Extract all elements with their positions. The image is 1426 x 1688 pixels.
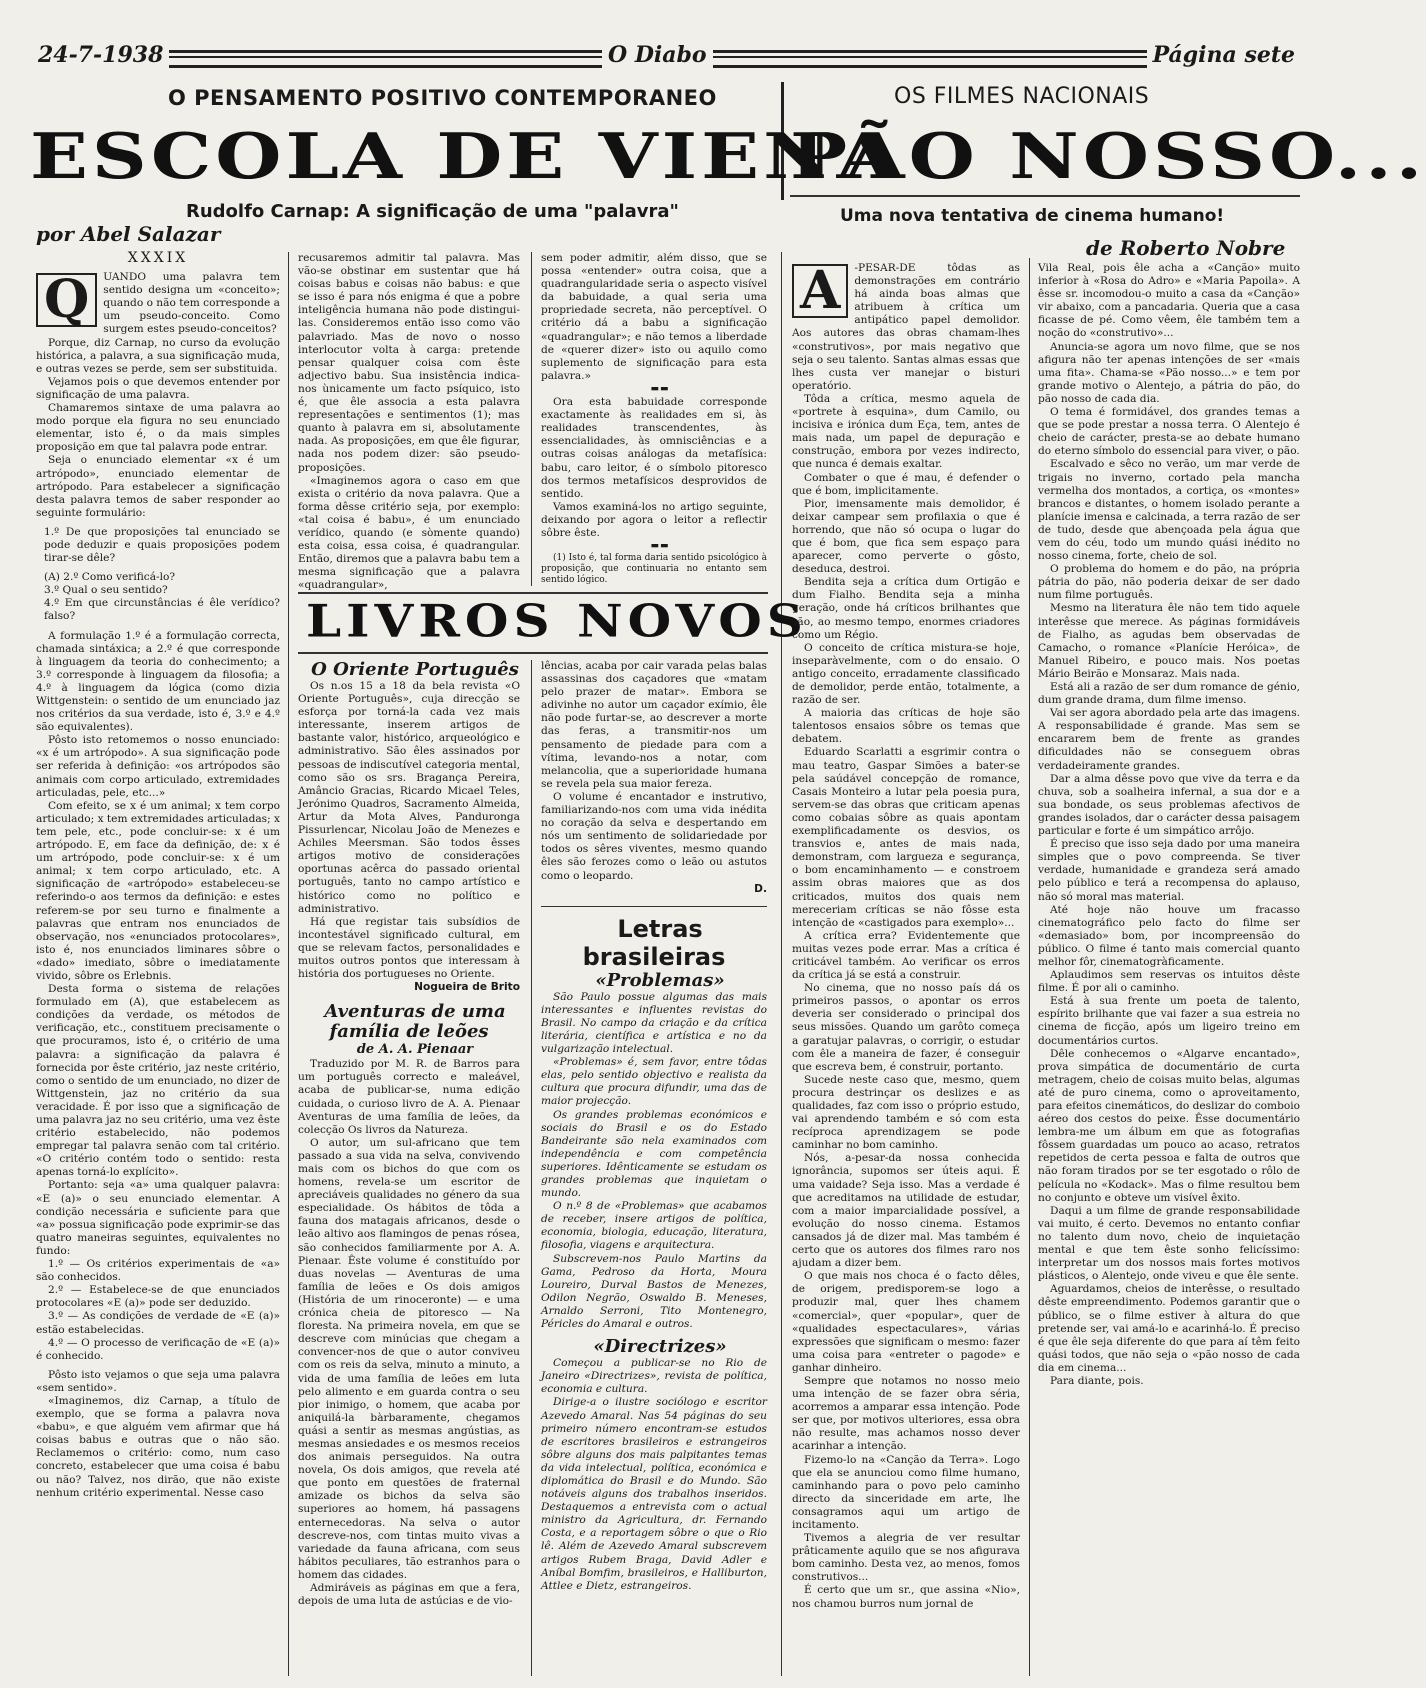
paragraph: O n.º 8 de «Problemas» que acabamos de receber, insere artigos de política, economia, biologia, educação, literatura, filosofia, viagens e arquitectura. <box>541 1200 767 1252</box>
separator: ▬▬ <box>650 383 670 394</box>
paragraph: Aguardamos, cheios de interêsse, o resultado dêste empreendimento. Podemos garantir que o público, se o filme estiver à altura do que pretende ser, vai amá-lo e acarinhá-lo. É preciso é que êle seja diferente do que para aí têm feito quási todos, que não seja o «pão nosso de cada dia em cinema... <box>1038 1283 1300 1374</box>
left-article-column-2 <box>298 252 520 592</box>
paragraph: O autor, um sul-africano que tem passado a sua vida na selva, convivendo mais com os bichos do que com os homens, revela-se um escritor de apreciáveis qualidades no género da sua especialidade. Os hábitos de tôda a fauna dos matagais africanos, desde o leão altivo aos flamingos de penas rósea, são conhecidos familiarmente por A. A. Pienaar. Êste volume é constituído por duas novelas — Aventuras de uma família de leões e Os dois amigos (História de um rinoceronte) — e uma crónica cheia de pitoresco — Na floresta. Na primeira novela, em que se descreve com minúcias que chegam a convencer-nos de que o autor conviveu com os reis da selva, minuto a minuto, a vida de uma família de leões em luta pelo alimento e em guarda contra o seu pior inimigo, o homem, que acaba por aniquilá-la bàrbaramente, chegamos quási a sentir as mesmas angústias, as mesmas ansiedades e os mesmos receios dos animais perseguidos. Na outra novela, Os dois amigos, que revela até que ponto em questões de fraternal amizade os bichos da selva são superiores ao homem, há passagens enternecedoras. Na selva o autor descreve-nos, com tintas muito vivas a variedade da fauna africana, com seus hábitos peculiares, tão estranhos para o homem das cidades. <box>298 1136 520 1581</box>
list-item: 4.º — O processo de verificação de «E (a)» é conhecido. <box>36 1336 280 1362</box>
paragraph: Sempre que notamos no nosso meio uma intenção de se fazer obra séria, acorremos a amparar essa intenção. Pode ser que, por motivos ulteriores, essa obra não resulte, mas achamos nosso dever acarinhar a intenção. <box>792 1374 1020 1453</box>
column-divider <box>781 252 782 1676</box>
list-item: 3.º — As condições de verdade de «E (a)» estão estabelecidas. <box>36 1310 280 1336</box>
column-divider <box>288 252 289 1676</box>
paragraph: Começou a publicar-se no Rio de Janeiro «Directrizes», revista de política, economia e cultura. <box>541 1357 767 1396</box>
right-article-column-2 <box>1038 262 1300 1676</box>
paragraph: São Paulo possue algumas das mais interessantes e influentes revistas do Brasil. No campo da criação e da crítica literária, científica e artística e no da vulgarização intelectual. <box>541 990 767 1056</box>
paragraph: Bendita seja a crítica dum Ortigão e dum Fialho. Bendita seja a minha geração, onde há críticos brilhantes que são, ao mesmo tempo, enormes criadores como um Régio. <box>792 576 1020 641</box>
paragraph: O problema do homem e do pão, na própria pátria do pão, não poderia deixar de ser dado num filme português. <box>1038 563 1300 602</box>
paragraph: Nós, a-pesar-da nossa conhecida ignorância, supomos ser úteis aqui. É uma vaidade? Seja isso. Mas a verdade é que acreditamos na utilidade de estudar, com a maior imparcialidade possível, a evolução do nosso cinema. Estamos cansados já de dizer mal. Mas também é certo que os autores dos filmes raro nos ajudam a dizer bem. <box>792 1152 1020 1270</box>
paragraph: No cinema, que no nosso país dá os primeiros passos, o apontar os erros deveria ser considerado o principal dos seus missões. Quando um garôto começa a garatujar palavras, o corrigir, o estudar com êle a maneira de fazer, é conseguir que escreva bem, é construir, portanto. <box>792 982 1020 1073</box>
paragraph: Está à sua frente um poeta de talento, espírito brilhante que vai fazer a sua estreia no cinema de ficção, após um ligeiro treino em documentários curtos. <box>1038 995 1300 1047</box>
paragraph: Ora esta babuidade corresponde exactamente às realidades em si, às realidades transcendentes, às essencialidades, às omnisciências e a outras coisas análogas da metafísica: babu, caro leitor, é o símbolo pitoresco dos termos metafísicos desprovidos de sentido. <box>541 396 767 500</box>
left-article-column-3 <box>541 252 767 586</box>
question-2: (A) 2.º Como verificá-lo? <box>44 571 176 584</box>
question-3: 3.º Qual o seu sentido? <box>44 584 168 597</box>
right-headline-rule <box>790 195 1300 197</box>
aventuras-title: Aventuras de uma família de leões <box>324 1001 506 1043</box>
paragraph: Pôsto isto vejamos o que seja uma palavra «sem sentido». <box>36 1368 280 1394</box>
section-number: XXXIX <box>127 250 189 266</box>
question-4: 4.º Em que circunstâncias é êle verídico? falso? <box>44 597 280 623</box>
paragraph: Os n.os 15 a 18 da bela revista «O Oriente Português», cuja direcção se esforça por torná-la cada vez mais interessante, inserem artigos de bastante valor, histórico, arqueológico e administrativo. São êles assinados por pessoas de indiscutível categoria mental, como são os srs. Bragança Pereira, Amâncio Gracias, Ricardo Micael Teles, Jerónimo Quadros, Sacramento Almeida, Artur da Mota Alves, Panduronga Pissurlencar, Nicolau João de Menezes e Achiles Meersman. São todos êsses artigos motivo de considerações oportunas acêrca do passado oriental português, tanto no campo artístico e histórico como no político e administrativo. <box>298 680 520 915</box>
paragraph: Até hoje não houve um fracasso cinematográfico pelo facto do filme ser «demasiado» bom, por incompreensão do público. O filme é tanto mais comercial quanto melhor fôr, cinematogràficamente. <box>1038 903 1300 968</box>
paragraph: Vai ser agora abordado pela arte das imagens. A responsabilidade é grande. Mas sem se encararem bem de frente as grandes dificuldades não se conseguem obras verdadeiramente grandes. <box>1038 707 1300 772</box>
paragraph: Dirige-a o ilustre sociólogo e escritor Azevedo Amaral. Nas 54 páginas do seu primeiro número encontram-se estudos de escritores brasileiros e estrangeiros sôbre alguns dos mais palpitantes temas da vida intelectual, política, económica e diplomática do Brasil e do Mundo. São notáveis alguns dos trabalhos inseridos. Destaquemos a entrevista com o actual ministro da Agricultura, dr. Fernando Costa, e a reportagem sôbre o que o Rio lê. Além de Azevedo Amaral subscrevem artigos Rubem Braga, David Adler e Aníbal Bomfim, brasileiros, e Halliburton, Attlee e Dietz, estrangeiros. <box>541 1396 767 1592</box>
aventuras-author: de A. A. Pienaar <box>356 1042 474 1058</box>
paragraph: É preciso que isso seja dado por uma maneira simples que o povo compreenda. Se tiver verdade, humanidade e grandeza será amado pelo público e terá a recompensa do aplauso, não só moral mas material. <box>1038 838 1300 903</box>
livros-column-1 <box>298 660 520 1676</box>
paragraph: É certo que um sr., que assina «Nio», nos chamou burros num jornal de <box>792 1584 1020 1610</box>
paragraph: Vila Real, pois êle acha a «Canção» muito inferior à «Rosa do Adro» e «Maria Papoila». A êsse sr. incomodou-o muito a casa da «Canção» vir abaixo, com a pancadaria. Queria que a casa ficasse de pé. Como vêem, êle também tem a noção do «construtivo»... <box>1038 262 1300 340</box>
paragraph: Combater o que é mau, é defender o que é bom, implicitamente. <box>792 471 1020 497</box>
paragraph: A maioria das críticas de hoje são talentosos ensaios sôbre os temas que debatem. <box>792 707 1020 746</box>
left-headline: ESCOLA DE VIENA <box>30 120 900 193</box>
paragraph: UANDO uma palavra tem sentido designa um «conceito»; quando o não tem corresponde a um pseudo-conceito. Como surgem estes pseudo-conceitos? <box>103 271 280 336</box>
letras-title: Letras brasileiras <box>582 914 726 971</box>
paragraph: Eduardo Scarlatti a esgrimir contra o mau teatro, Gaspar Simões a bater-se pela saúdável concepção de romance, Casais Monteiro a lutar pela poesia pura, servem-se das obras que criticam apenas como cobaias sôbre as quais apontam exemplificadamente os desvios, os transvios e, antes de mais nada, demonstram, com largueza e segurança, o bom encaminhamento — e constroem assim obras maiores que as dos criticados, muitos dos quais nem mereceriam críticas se não fôsse esta intenção de «castigados para exemplo»... <box>792 746 1020 929</box>
paragraph: Desta forma o sistema de relações formulado em (A), que estabelecem as condições da verdade, os métodos de verificação, etc., constituem precisamente o que procuramos, isto é, o critério de uma palavra: a significação da palavra é fornecida por êste critério, jaz neste critério, como o sentido de um enunciado, no dizer de Wittgenstein, jaz no critério da sua veracidade. É por isso que a significação de uma palavra jaz no seu critério, uma vez êste critério estabelecido, não podemos empregar tal palavra senão com tal critério. «O critério contém todo o sentido: resta apenas torná-lo explícito». <box>36 983 280 1179</box>
problemas-title: «Problemas» <box>595 969 725 991</box>
signature: Nogueira de Brito <box>414 981 520 994</box>
column-divider <box>1029 258 1030 1676</box>
paragraph: Dar a alma dêsse povo que vive da terra e da chuva, sob a soalheira infernal, a sua dor e a sua bondade, os seus problemas afectivos de grandes isolados, dar o carácter dessa paisagem particular e forte é um simpático arrôjo. <box>1038 772 1300 838</box>
page-number: Página sete <box>1147 42 1301 68</box>
right-headline: PÃO NOSSO... <box>790 120 1426 193</box>
paragraph: Traduzido por M. R. de Barros para um português correcto e maleável, acaba de publicar-se, numa edição cuidada, o curioso livro de A. A. Pienaar Aventuras de uma família de leões, da colecção Os livros da Natureza. <box>298 1058 520 1136</box>
paragraph: Mesmo na literatura êle não tem tido aquele interêsse que merece. As páginas formidáveis de Fialho, as agudas bem observadas de Camacho, o romance «Planície Heróica», de Manuel Ribeiro, e pouco mais. Nos poetas Mário Beirão e Monsaraz. Mais nada. <box>1038 602 1300 680</box>
livros-rule-bottom <box>298 652 768 654</box>
paragraph: Admiráveis as páginas em que a fera, depois de uma luta de astúcias e de vio- <box>298 1582 520 1608</box>
newspaper-name: O Diabo <box>602 42 713 68</box>
paragraph: Fizemo-lo na «Canção da Terra». Logo que ela se anunciou como filme humano, caminhando para o povo pelo caminho directo da sinceridade em arte, lhe consagramos aqui um artigo de incitamento. <box>792 1453 1020 1531</box>
paragraph: O volume é encantador e instrutivo, familiarizando-nos com uma vida inédita no coração da selva e despertando em nós um sentimento de solidariedade por todos os sêres viventes, mesmo quando êles são ferozes como o leão ou astutos como o leopardo. <box>541 790 767 882</box>
paragraph: O tema é formidável, dos grandes temas a que se pode prestar a nossa terra. O Alentejo é cheio de carácter, presta-se ao debate humano do eterno símbolo do essencial para viver, o pão. <box>1038 406 1300 458</box>
paragraph: A formulação 1.º é a formulação correcta, chamada sintáxica; a 2.º é que corresponde à linguagem da teoria do conhecimento; a 3.º corresponde à linguagem da filosofia; a 4.º à linguagem da lógica (como dizia Wittgenstein: o sentido de um enunciado jaz nos critérios da sua verdade, isto é, 3.º e 4.º são equivalentes). <box>36 629 280 734</box>
paragraph: Para diante, pois. <box>1050 1374 1144 1387</box>
paragraph: recusaremos admitir tal palavra. Mas vão-se obstinar em sustentar que há coisas babus e coisas não babus: e que se isso é para nós enigma é que a pobre inteligência humana não pode distingui-las. Consideremos então isso como vão palavriado. Mas de novo o nosso interlocutor volta à carga: pretende pensar qualquer coisa com êste adjectivo babu. Sua insistência indica-nos ùnicamente um facto psíquico, isto é, que êle associa a esta palavra representações e sentimentos (1); mas quanto à palavra em si, absolutamente nada. As proposições, em que êle figurar, nada nos podem dizer: são pseudo-proposições. <box>298 252 520 474</box>
paragraph: «Problemas» é, sem favor, entre tôdas elas, pelo sentido objectivo e realista da cultura que procura difundir, uma das de maior projecção. <box>541 1056 767 1108</box>
paragraph: «Imaginemos agora o caso em que exista o critério da nova palavra. Que a forma dêsse critério seja, por exemplo: «tal coisa é babu», é um enunciado verídico, quando (e sòmente quando) esta coisa, essa coisa, é quadrangular. Então, diremos que a palavra babu tem a mesma significação que a palavra «quadrangular», <box>298 474 520 592</box>
paragraph: O que mais nos choca é o facto dêles, de origem, predisporem-se logo a produzir mal, quer lhes chamem «comercial», quer «popular», quer de «qualidades espectaculares», várias expressões que significam o mesmo: fazer uma coisa para «entreter o pagode» e ganhar dinheiro. <box>792 1270 1020 1374</box>
dropcap-a: A <box>792 264 848 318</box>
paragraph: Com efeito, se x é um animal; x tem corpo articulado; x tem extremidades articuladas; x tem pele, etc., pode concluir-se: x é um artrópodo. E, em face da definição, de: x é um artrópodo, pode concluir-se: x é um animal; x tem corpo articulado, etc. A significação de «artrópodo» estabeleceu-se referindo-o aos termos da definição: e estes referem-se por seu turno e finalmente a palavras que entram nos enunciados de observação, nos «enunciados protocolares», isto é, nos enunciados liminares sôbre o «dado» imediato, sôbre o imediatamente vivido, sôbre os Erlebnis. <box>36 799 281 982</box>
livros-headline: LIVROS NOVOS <box>306 594 808 648</box>
paragraph: O conceito de crítica mistura-se hoje, inseparàvelmente, com o do ensaio. O antigo conceito, erradamente classificado de demolidor, perde então, totalmente, a razão de ser. <box>792 641 1020 707</box>
paragraph: Pior, imensamente mais demolidor, é deixar campear sem profilaxia o que é horrendo, que não só ocupa o lugar do que é bom, que fica sem espaço para aparecer, como perverte o gôsto, deseduca, destroi. <box>792 497 1020 576</box>
separator: ▬▬ <box>650 541 670 552</box>
paragraph: lências, acaba por cair varada pelas balas assassinas dos caçadores que «matam pelo prazer de matar». Embora se adivinhe no autor um caçador exímio, êle não pode furtar-se, ao descrever a morte das feras, a transmitir-nos um pensamento de piedade para com a vítima, levando-nos a notar, com melancolia, que a superioridade humana se revela pela sua maior fereza. <box>541 660 767 790</box>
paragraph: Pôsto isto retomemos o nosso enunciado: «x é um artrópodo». A sua significação pode ser referida à definição: «os artrópodos são animais com corpo articulado, extremidades articuladas, pele, etc...» <box>36 734 280 799</box>
list-item: 1.º — Os critérios experimentais de «a» são conhecidos. <box>36 1258 280 1284</box>
masthead <box>32 42 1301 76</box>
paragraph: Vejamos pois o que devemos entender por significação de uma palavra. <box>36 375 280 401</box>
question-1: 1.º De que proposições tal enunciado se pode deduzir e quais proposições podem tirar-se dêle? <box>44 525 280 565</box>
footnote: (1) Isto é, tal forma daria sentido psicológico à proposição, que continuaria no entanto sem sentido lógico. <box>541 553 767 586</box>
paragraph: Está ali a razão de ser dum romance de génio, dum grande drama, dum filme imenso. <box>1038 681 1300 707</box>
paragraph: Seja o enunciado elementar «x é um artrópodo», enunciado elementar de artrópodo. Para estabelecer a significação desta palavra temos de saber responder ao seguinte formulário: <box>36 454 280 519</box>
paragraph: Tôda a crítica, mesmo aquela de «portrete à esquina», dum Camilo, ou incisiva e irónica dum Eça, tem, antes de mais nada, um papel de depuração e construção, embora por vezes indirecto, que nunca é demais exaltar. <box>792 392 1020 471</box>
paragraph: Aplaudimos sem reservas os intuitos dêste filme. É por ali o caminho. <box>1038 969 1300 995</box>
paragraph: Portanto: seja «a» uma qualquer palavra: «E (a)» o seu enunciado elementar. A condição necessária e suficiente para que «a» possua significação pode exprimir-se das quatro maneiras seguintes, equivalentes no fundo: <box>36 1179 280 1257</box>
paragraph: Sucede neste caso que, mesmo, quem procura destrinçar os deslizes e as qualidades, faz com isso o próprio estudo, vai aprendendo também e só com esta recíproca aprendizagem se pode caminhar no bom caminho. <box>792 1073 1020 1152</box>
left-byline: por Abel Salazar <box>36 222 221 246</box>
paragraph: -PESAR-DE tôdas as demonstrações em contrário há ainda boas almas que atribuem à crítica um antipático papel demolidor. Aos autores das obras chamam-lhes «construtivos», por mais negativo que seja o seu talento. Santas almas essas que lhes custa ver manejar o bisturi operatório. <box>792 262 1020 392</box>
right-subtitle: Uma nova tentativa de cinema humano! <box>840 206 1225 226</box>
signature: D. <box>754 882 767 895</box>
right-article-column-1 <box>792 262 1020 1676</box>
dropcap-q: Q <box>36 273 97 327</box>
right-byline: de Roberto Nobre <box>1086 236 1286 260</box>
left-article-column-1 <box>36 252 280 1676</box>
paragraph: Daqui a um filme de grande responsabilidade vai muito, é certo. Devemos no entanto confiar no talento dum novo, cheio de inquietação mental e que tem êste sonho felicíssimo: interpretar um dos nossos mais fortes motivos plásticos, o Alentejo, onde viveu e que êle sente. <box>1038 1204 1300 1283</box>
paragraph: Há que registar tais subsídios de incontestável significado cultural, em que se relevam factos, personalidades e muitos outros pontos que interessam à história dos portugueses no Oriente. <box>298 915 520 981</box>
paragraph: Tivemos a alegria de ver resultar prâticamente aquilo que se nos afigurava bom caminho. Desta vez, ao menos, fomos construtivos... <box>792 1532 1020 1584</box>
directrizes-title: «Directrizes» <box>593 1336 727 1358</box>
right-kicker: OS FILMES NACIONAIS <box>894 84 1150 109</box>
paragraph: «Imaginemos, diz Carnap, a título de exemplo, que se forma a palavra nova «babu», e que alguém vem afirmar que há coisas babus e outras que o não são. Reclamemos o critério: como, num caso concreto, estabelecer que uma coisa é babu ou não? Talvez, nos dirão, que não existe nenhum critério experimental. Nesse caso <box>36 1394 280 1499</box>
paragraph: sem poder admitir, além disso, que se possa «entender» outra coisa, que a quadrangularidade seria o aspecto visível da babuidade, a qual seria uma propriedade secreta, não perceptível. O critério dá a babu a significação «quadrangular»; e não temos a liberdade de «querer dizer» isto ou aquilo como suplemento de significação para esta palavra.» <box>541 252 767 382</box>
left-subtitle: Rudolfo Carnap: A significação de uma "palavra" <box>186 201 679 222</box>
paragraph: Escalvado e sêco no verão, um mar verde de trigais no inverno, cortado pela mancha vermelha dos montados, a cortiça, os «montes» brancos e distantes, o homem isolado perante a planície imensa e calcinada, a terra razão de ser de tudo, desde que abençoada pela água que vem do céu, todo um mundo quási inédito no nosso cinema, forte, cheio de sol. <box>1038 458 1300 563</box>
oriente-title: O Oriente Português <box>311 659 519 680</box>
paragraph: Os grandes problemas económicos e sociais do Brasil e os do Estado Bandeirante são nela examinados com independência e com competência superiores. Idênticamente se estudam os grandes problemas que inquietam o mundo. <box>541 1108 767 1200</box>
paragraph: Vamos examiná-los no artigo seguinte, deixando por agora o leitor a reflectir sôbre êste. <box>541 500 767 539</box>
paragraph: A crítica erra? Evidentemente que muitas vezes pode errar. Mas a crítica é criticável também. Ao verificar os erros da crítica já se está a construir. <box>792 929 1020 982</box>
issue-date: 24-7-1938 <box>32 42 169 68</box>
paragraph: Dêle conhecemos o «Algarve encantado», prova simpática de documentário de curta metragem, cheio de coisas muito belas, algumas até de puro cinema, como o aproveitamento, para efeitos cinemáticos, do deslizar do comboio aéreo dos cestos do peixe. Êsse documentário lembra-me um álbum em que as fotografias fôssem guardadas um pouco ao acaso, retratos repetidos de certa pessoa e falta de outros que não foram tirados por se ter esgotado o rôlo de película no «Kodack». Mas o filme resultou bem no conjunto e obteve um visível êxito. <box>1038 1047 1300 1204</box>
divider <box>541 906 767 907</box>
paragraph: Porque, diz Carnap, no curso da evolução histórica, a palavra, a sua significação muda, e outras vezes se perde, sem ser substituida. <box>36 336 280 375</box>
list-item: 2.º — Estabelece-se de que enunciados protocolares «E (a)» pode ser deduzido. <box>36 1284 280 1310</box>
livros-column-2 <box>541 660 767 1676</box>
column-divider <box>531 660 532 1676</box>
left-kicker: O PENSAMENTO POSITIVO CONTEMPORANEO <box>168 86 717 110</box>
column-divider <box>531 252 532 586</box>
paragraph: Anuncia-se agora um novo filme, que se nos afigura não ter apenas intenções de ser «mais uma fita». Chama-se «Pão nosso...» e tem por grande motivo o Alentejo, a pátria do pão, do pão nosso de cada dia. <box>1038 340 1300 405</box>
paragraph: Subscrevem-nos Paulo Martins da Gama, Pedroso da Horta, Moura Loureiro, Durval Bastos de Menezes, Odilon Negrão, Oswaldo B. Meneses, Arnaldo Serroni, Tito Montenegro, Péricles do Amaral e outros. <box>541 1252 767 1331</box>
paragraph: Chamaremos sintaxe de uma palavra ao modo porque ela figura no seu enunciado elementar, isto é, o da mais simples proposição em que tal palavra pode entrar. <box>36 402 280 454</box>
